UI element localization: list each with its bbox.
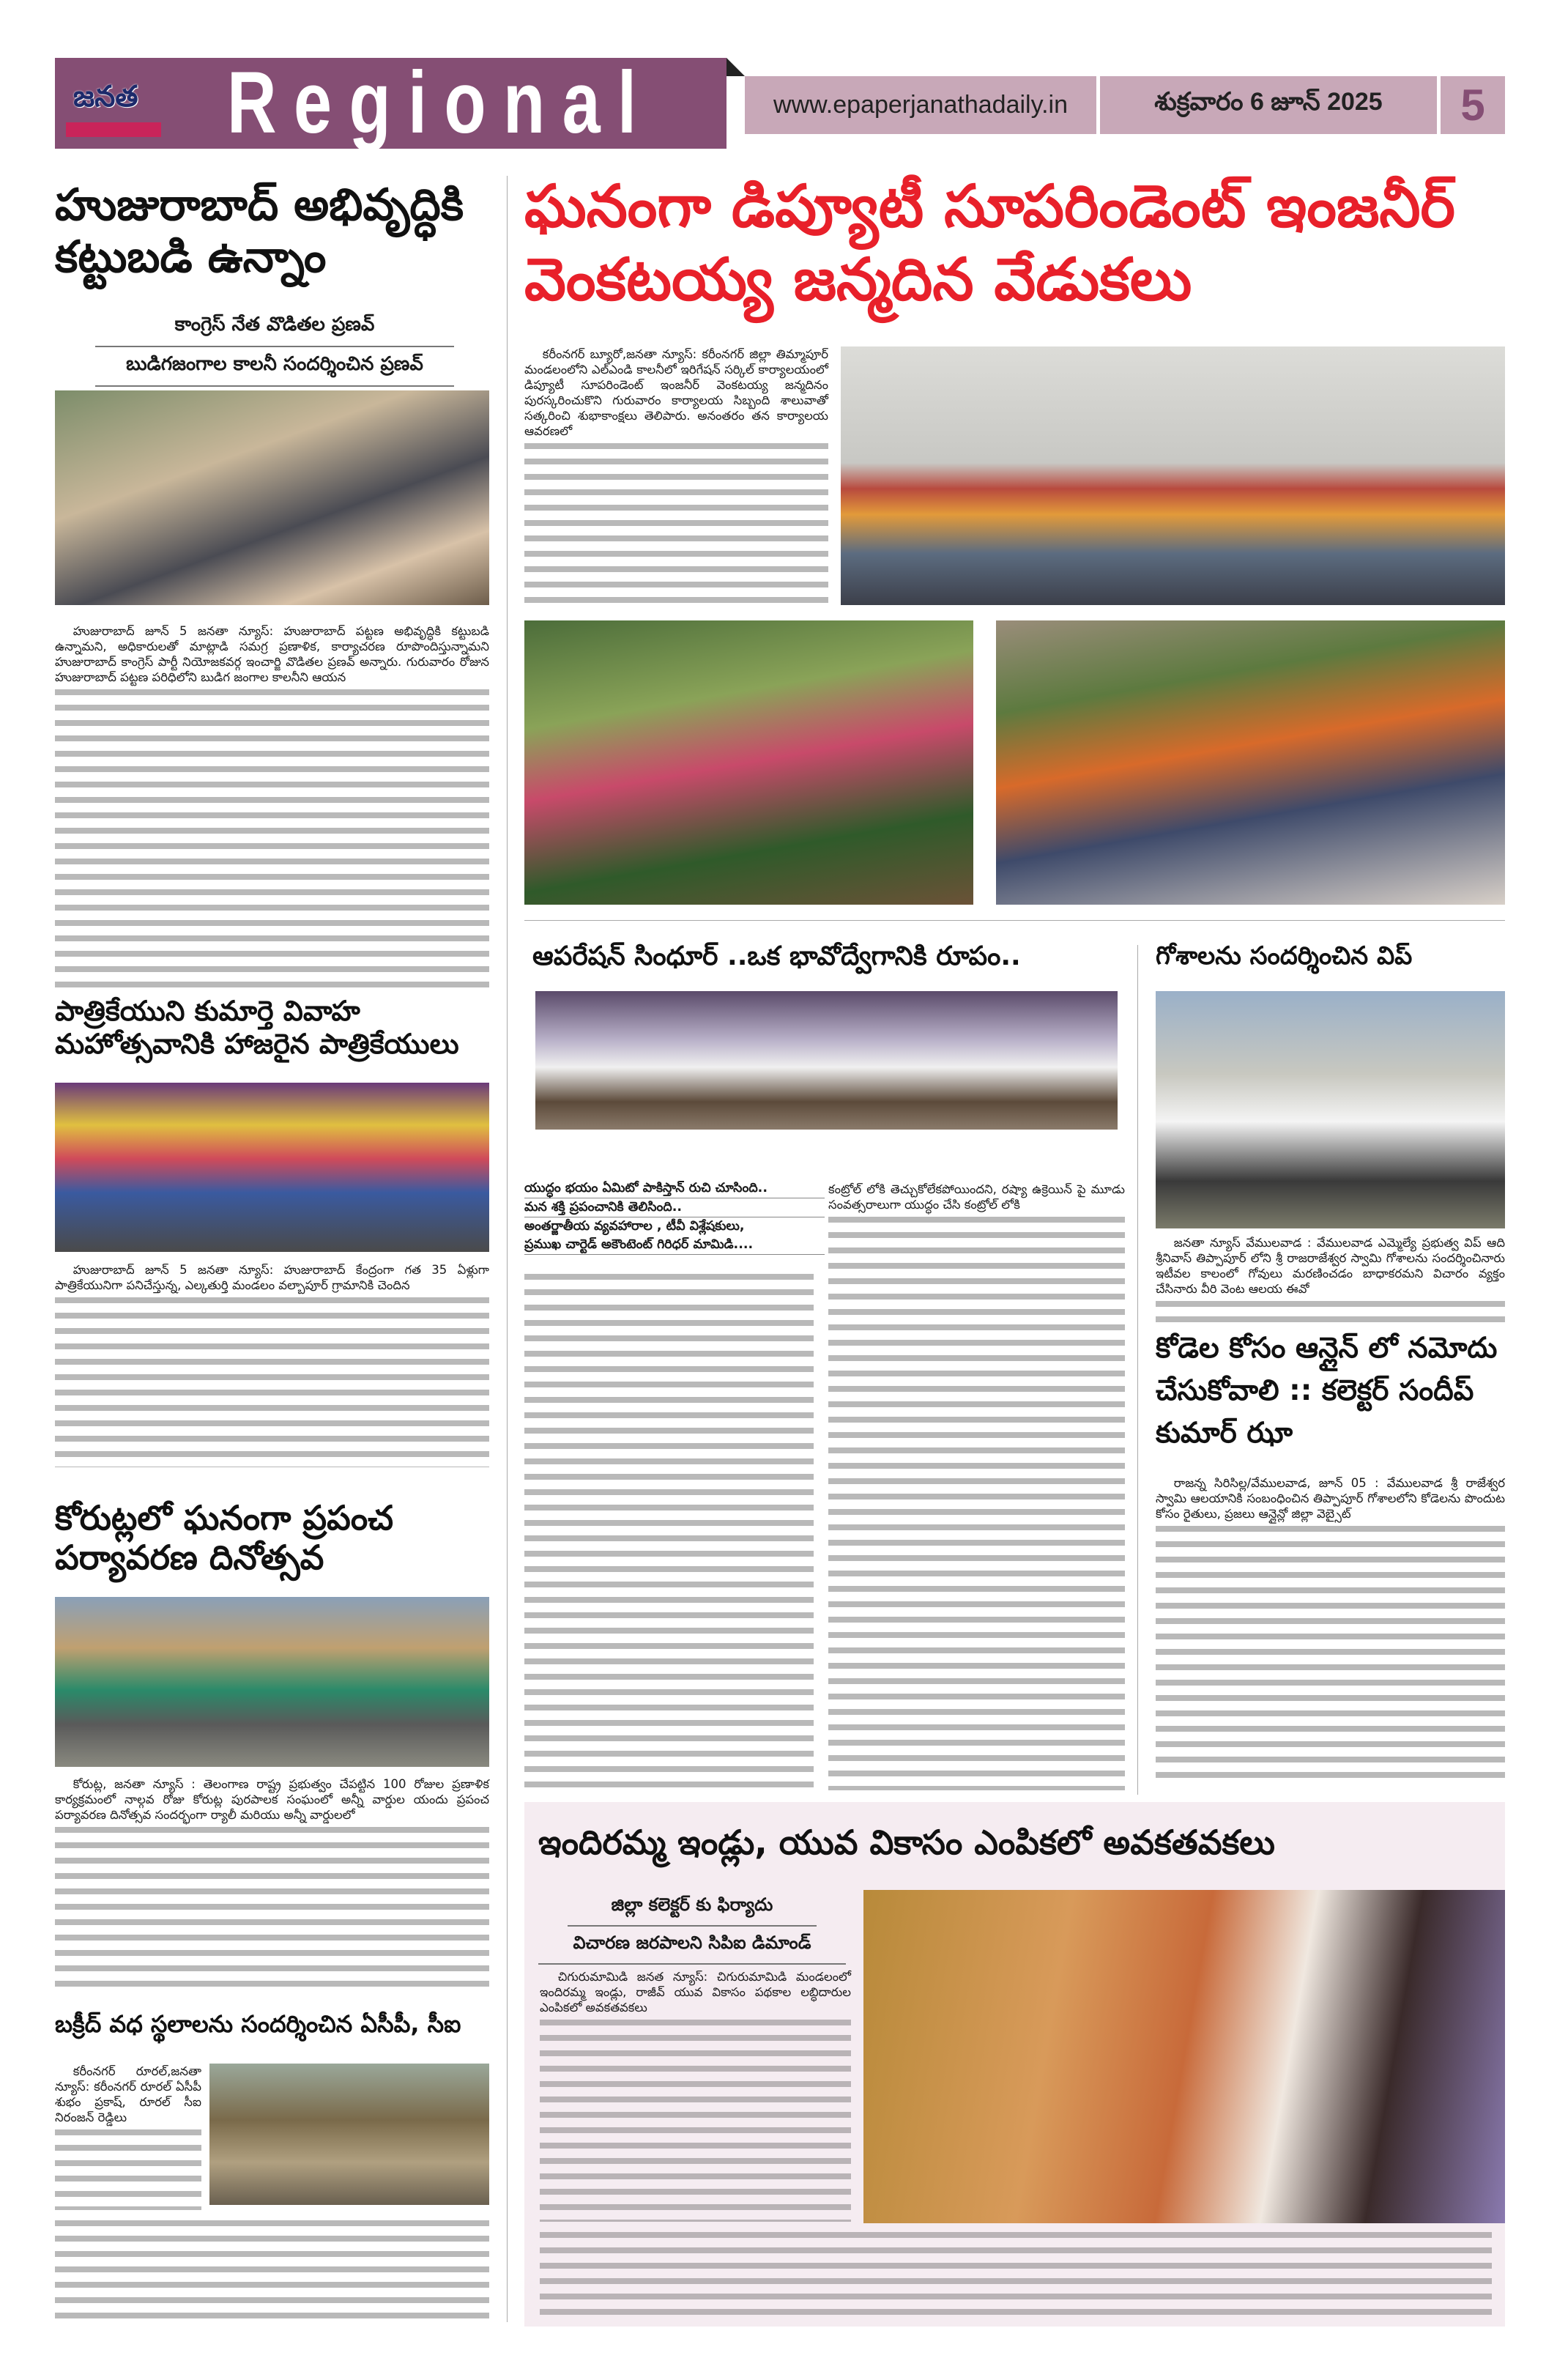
- article-text: చిగురుమామిడి జనత న్యూస్: చిగురుమామిడి మండలంలో ఇందిరమ్మ ఇండ్లు, రాజీవ్ యువ వికాసం పథకాల లబ్ధిదారుల ఎంపికలో అవకతవకలు: [540, 1970, 851, 2014]
- article-body-bakrid: [55, 2064, 201, 2210]
- headline-huzurabad: హుజురాబాద్ అభివృద్ధికి కట్టుబడి ఉన్నాం: [55, 179, 464, 283]
- headline-deputy-se: ఘనంగా డిప్యూటీ సూపరిండెంట్ ఇంజనీర్ వెంకటయ్య జన్మదిన వేడుకలు: [524, 172, 1455, 314]
- subhead: కాంగ్రెస్ నేత వొడితల ప్రణవ్: [95, 308, 454, 347]
- article-body-goshala: [1156, 1235, 1505, 1323]
- article-body-deputy-se: [524, 346, 828, 605]
- article-body-huzurabad: [55, 623, 489, 989]
- website-url[interactable]: www.epaperjanathadaily.in: [745, 76, 1096, 134]
- article-text: హుజురాబాద్ జూన్ 5 జనతా న్యూస్: హుజురాబాద్ పట్టణ అభివృద్ధికి కట్టుబడి ఉన్నామని, అధికారులతో మాట్లాడి సమగ్ర ప్రణాళిక, కార్యాచరణ రూపొందిస్తున్నామని హుజురాబాద్ కాంగ్రెస్ పార్టీ నియోజకవర్గ ఇంచార్జి వొడితల ప్రణవ్ అన్నారు. గురువారం రోజున హుజురాబాద్ పట్టణ పరిధిలోని బుడిగ జంగాల కాలనీని ఆయన: [55, 624, 489, 684]
- article-text: కంట్రోల్ లోకి తెచ్చుకోలేకపోయిందని, రష్యా ఉక్రెయిన్ పై మూడు సంవత్సరాలుగా యుద్ధం చేసి కంట్రోల్ లోకి: [828, 1182, 1125, 1212]
- photo-birthday: [841, 346, 1505, 605]
- subheads-huzurabad: [95, 308, 454, 387]
- photo-goshala-visit: [1156, 991, 1505, 1228]
- issue-date: శుక్రవారం 6 జూన్ 2025: [1100, 76, 1437, 134]
- article-body-operation-sindhoor-col2: [828, 1182, 1125, 1790]
- janatha-logo: [66, 77, 161, 143]
- section-divider: [524, 920, 1505, 921]
- headline-koratla: కోరుట్లలో ఘనంగా ప్రపంచ పర్యావరణ దినోత్సవ: [55, 1498, 394, 1578]
- subhead: అంతర్జాతీయ వ్యవహారాల , టీవీ విశ్లేషకులు,: [524, 1219, 745, 1234]
- photo-wedding: [55, 1083, 489, 1252]
- article-body-indiramma: [540, 1969, 851, 2222]
- column-divider: [1137, 945, 1138, 1795]
- photo-huzurabad: [55, 390, 489, 605]
- headline-goshala: గోశాలను సందర్శించిన విప్: [1156, 941, 1413, 971]
- section-title: Regional: [227, 53, 654, 152]
- logo-text: జనత: [73, 80, 138, 114]
- photo-bakrid: [209, 2064, 489, 2205]
- photo-rally: [55, 1597, 489, 1767]
- article-body-operation-sindhoor-col1: [524, 1269, 814, 1790]
- photo-collector-complaint: [863, 1890, 1505, 2223]
- subheads-indiramma: [538, 1888, 846, 1965]
- article-body-indiramma-cont: [540, 2228, 1492, 2319]
- subhead: మన శక్తి ప్రపంచానికి తెలిసింది..: [524, 1198, 825, 1217]
- subheads-operation-sindhoor: [524, 1179, 825, 1255]
- masthead-corner: [727, 58, 745, 76]
- photo-seminar: [535, 991, 1118, 1130]
- logo-strip: [66, 122, 161, 137]
- subhead: బుడిగజంగాల కాలనీ సందర్శించిన ప్రణవ్: [95, 347, 454, 387]
- subhead: యుద్ధం భయం ఏమిటో పాకిస్తాన్ రుచి చూసింది..: [524, 1179, 825, 1198]
- headline-patrikeyulu: పాత్రికేయుని కుమార్తె వివాహ మహోత్సవానికి హాజరైన పాత్రికేయులు: [55, 995, 459, 1060]
- article-text: రాజన్న సిరిసిల్ల/వేములవాడ, జూన్ 05 : వేములవాడ శ్రీ రాజేశ్వర స్వామి ఆలయానికి సంబంధించిన తిప్పాపూర్ గోశాలలోని కోడెలను పొందుట కోసం రైతులు, ప్రజలు ఆన్లైన్లో జిల్లా వెబ్సైట్: [1156, 1476, 1505, 1521]
- subhead: విచారణ జరపాలని సిపిఐ డిమాండ్: [538, 1927, 846, 1965]
- page-number: 5: [1441, 76, 1505, 134]
- headline-indiramma: ఇందిరమ్మ ఇండ్లు, యువ వికాసం ఎంపికలో అవకతవకలు: [538, 1823, 1275, 1862]
- headline-bakrid: బక్రీద్ వధ స్థలాలను సందర్శించిన ఏసీపీ, సీఐ: [55, 2010, 461, 2038]
- article-text: హుజురాబాద్ జూన్ 5 జనతా న్యూస్: హుజురాబాద్ కేంద్రంగా గత 35 ఏళ్లుగా పాత్రికేయునిగా పనిచేస్తున్న, ఎల్కతుర్తి మండలం వల్బాపూర్ గ్రామానికి చెందిన: [55, 1263, 489, 1292]
- article-body-kodela: [1156, 1475, 1505, 1779]
- headline-operation-sindhoor: ఆపరేషన్ సింధూర్ ..ఒక భావోద్వేగానికి రూపం..: [532, 941, 1021, 971]
- subhead: జిల్లా కలెక్టర్ కు ఫిర్యాదు: [568, 1888, 817, 1927]
- article-text: కరీంనగర్ బ్యూరో,జనతా న్యూస్: కరీంనగర్ జిల్లా తిమ్మాపూర్ మండలంలోని ఎల్ఎండి కాలనీలో ఇరిగేషన్ సర్కిల్ కార్యాలయంలో డిప్యూటీ సూపరిండెంట్ ఇంజనీర్ వెంకటయ్య జన్మదినం పురస్కరించుకొని గురువారం కార్యాలయ సిబ్బంది శాలువాతో సత్కరించి శుభాకాంక్షలు తెలిపారు. అనంతరం తన కార్యాలయ ఆవరణలో: [524, 347, 828, 438]
- article-text: కోరుట్ల, జనతా న్యూస్ : తెలంగాణ రాష్ట్ర ప్రభుత్వం చేపట్టిన 100 రోజుల ప్రణాళిక కార్యక్రమంలో నాల్గవ రోజు కోరుట్ల పురపాలక సంఘంలో అన్నీ వార్డుల యందు ప్రపంచ పర్యావరణ దినోత్సవ సందర్భంగా ర్యాలీ మరియు అన్నీ వార్డులలో: [55, 1777, 489, 1822]
- article-text: కరీంనగర్ రూరల్,జనతా న్యూస్: కరీంనగర్ రూరల్ ఏసీపీ శుభం ప్రకాష్, రూరల్ సీఐ నిరంజన్ రెడ్డిలు: [55, 2064, 201, 2124]
- article-body-bakrid-cont: [55, 2216, 489, 2318]
- article-body-koratla: [55, 1776, 489, 1992]
- subhead: ప్రముఖ చార్టెడ్ అకౌంటెంట్ గిరిధర్ మామిడి....: [524, 1236, 825, 1255]
- headline-kodela: కోడెల కోసం ఆన్లైన్ లో నమోదు చేసుకోవాలి :: కలెక్టర్ సందీప్ కుమార్ ఝా: [1156, 1332, 1498, 1450]
- article-text: జనతా న్యూస్ వేములవాడ : వేములవాడ ఎమ్మెల్యే ప్రభుత్వ విప్ ఆది శ్రీనివాస్ తిప్పాపూర్ లోని శ్రీ రాజరాజేశ్వర స్వామి గోశాలను సందర్శించినారు ఇటీవల కాలంలో గోవులు మరణించడం బాధాకరమని విచారం వ్యక్తం చేసినారు వీరి వెంట ఆలయ ఈవో: [1156, 1236, 1505, 1296]
- article-body-patrikeyulu: [55, 1262, 489, 1467]
- column-divider: [507, 176, 508, 2322]
- photo-watering-plants: [996, 620, 1505, 905]
- photo-plantation: [524, 620, 973, 905]
